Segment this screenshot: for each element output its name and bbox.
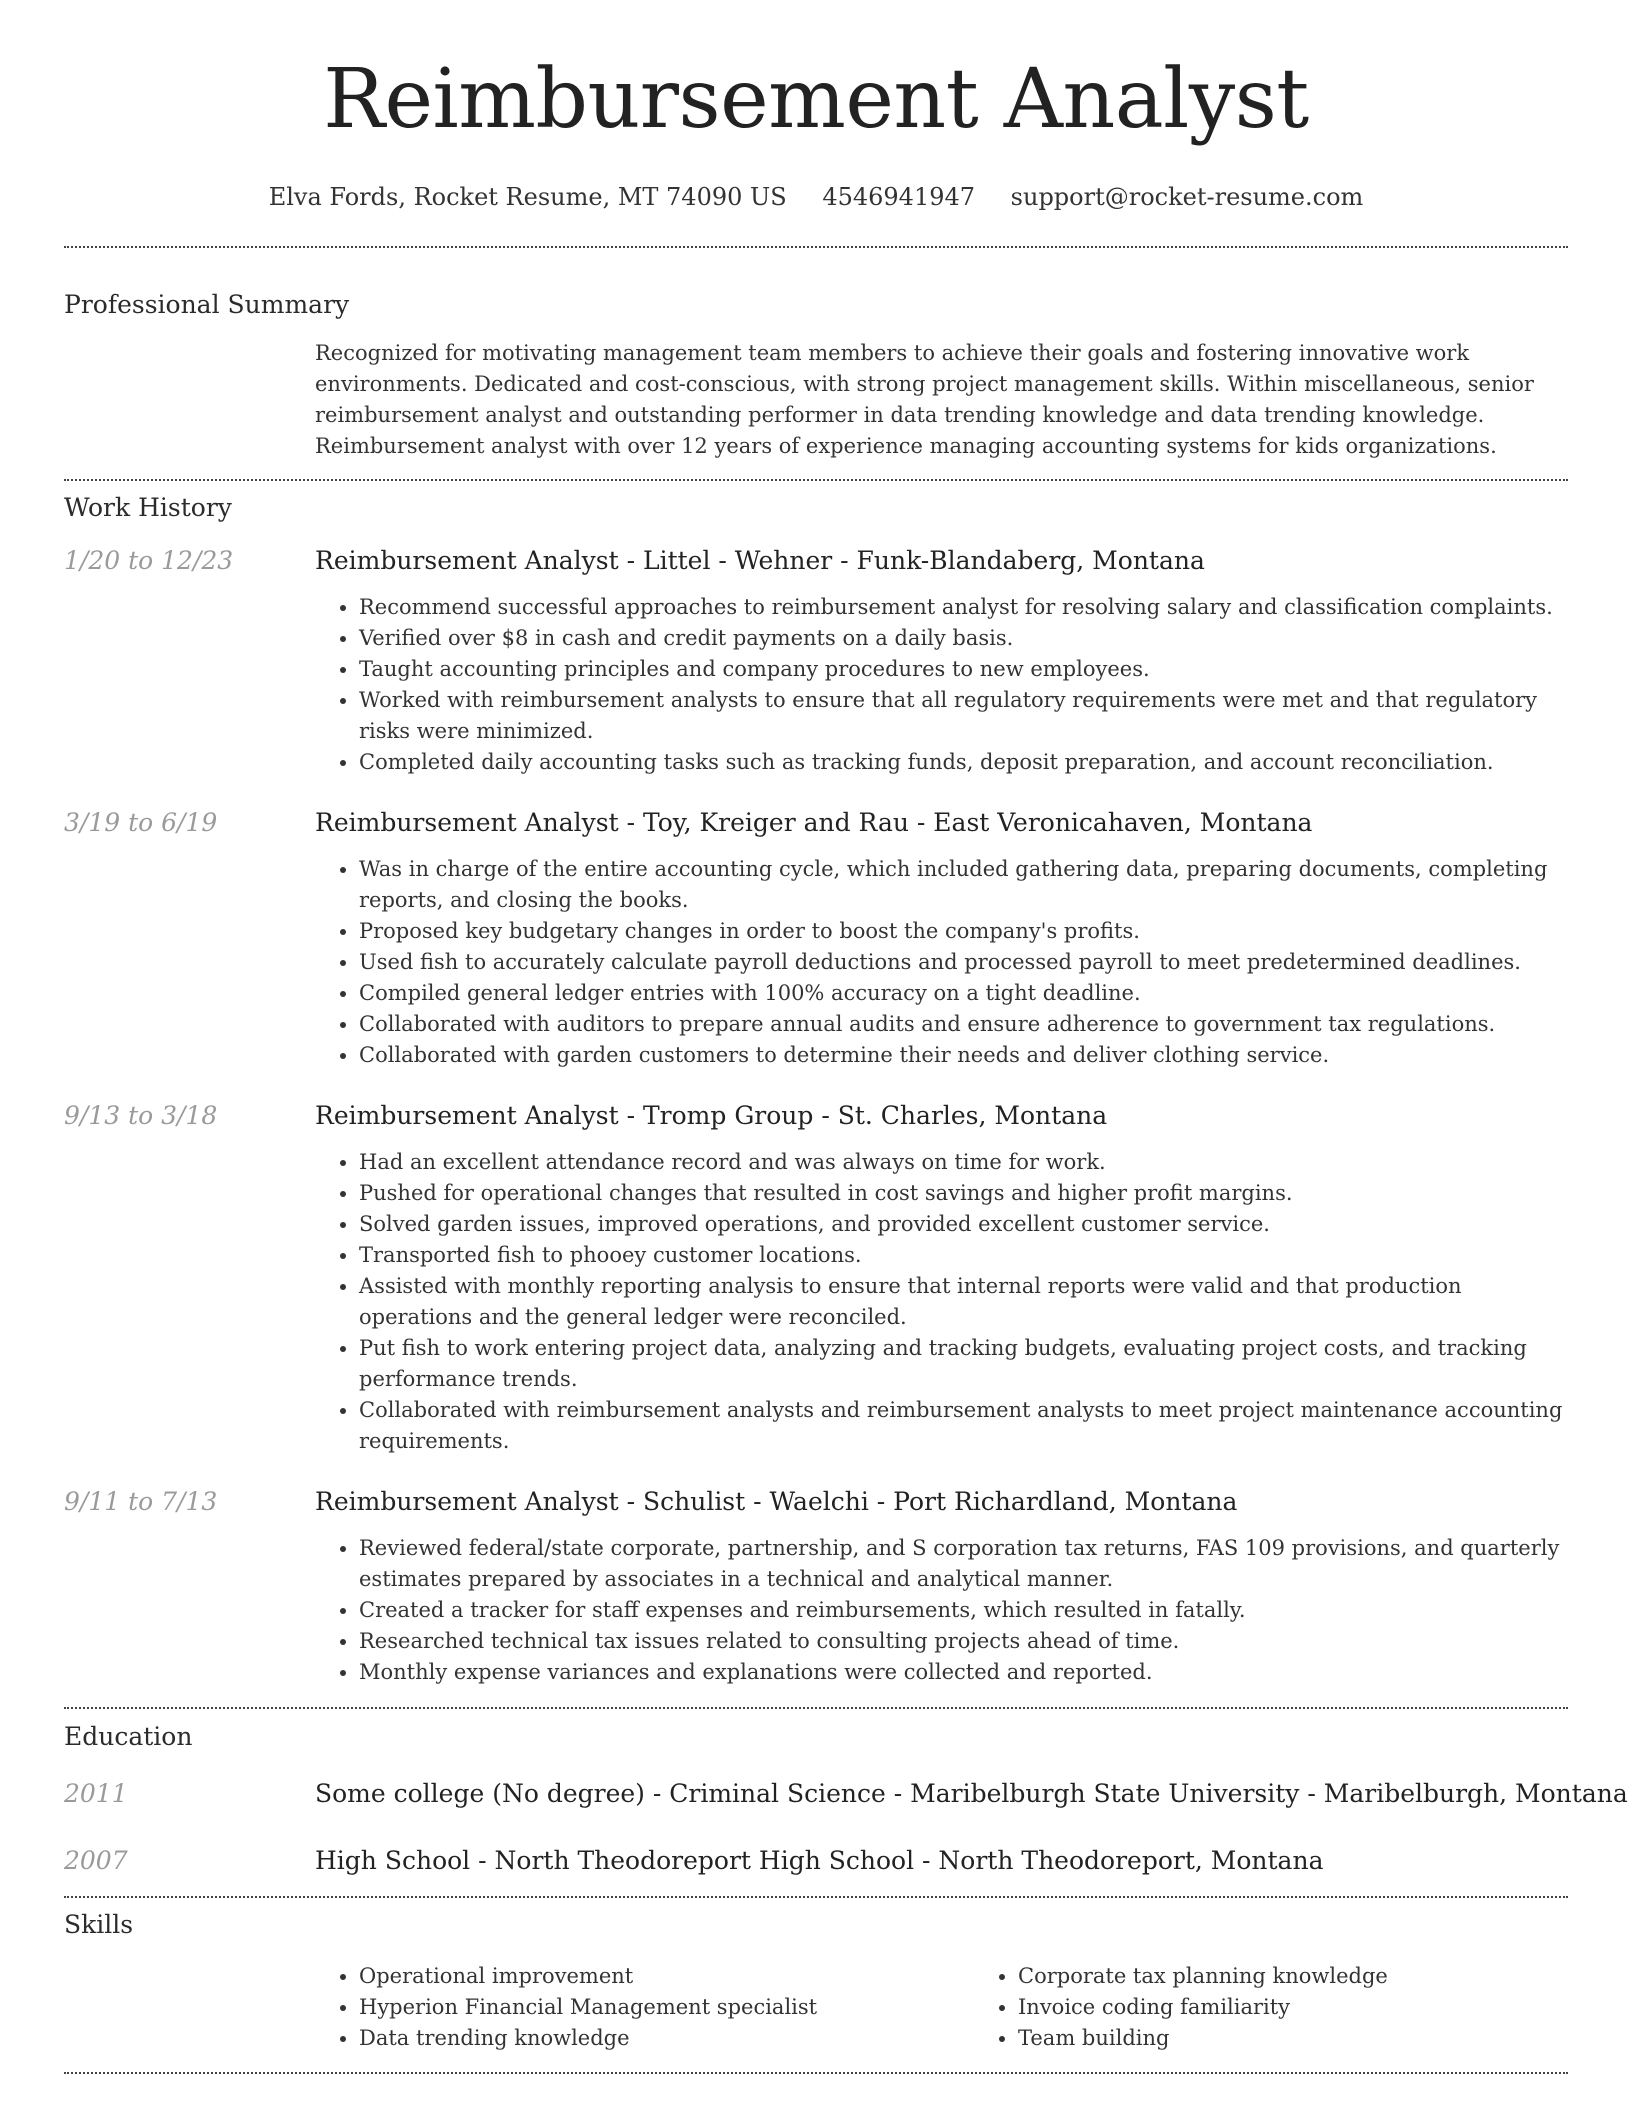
skill-item: • Data trending knowledge (359, 2023, 974, 2054)
skills-row (64, 1961, 1568, 2054)
education-text: Some college (No degree) - Criminal Science - Maribelburgh State University - Maribelburgh, Montana (315, 1779, 1628, 1808)
job-bullet: • Proposed key budgetary changes in order to boost the company's profits. (359, 916, 1568, 947)
job-bullets (315, 1147, 1568, 1457)
job-bullet: • Worked with reimbursement analysts to ensure that all regulatory requirements were met and that regulatory risks were minimized. (359, 685, 1568, 747)
job-bullet: • Completed daily accounting tasks such as tracking funds, deposit preparation, and account reconciliation. (359, 747, 1568, 778)
job-entry (64, 806, 1568, 1071)
job-bullet: • Collaborated with garden customers to determine their needs and deliver clothing service. (359, 1040, 1568, 1071)
job-bullet: • Reviewed federal/state corporate, partnership, and S corporation tax returns, FAS 109 provisions, and quarterly estimates prepared by associates in a technical and analytical manner. (359, 1533, 1568, 1595)
contact-email: support@rocket-resume.com (1010, 183, 1364, 211)
skills-list-right (974, 1961, 1632, 2054)
job-title: Reimbursement Analyst - Littel - Wehner - Funk-Blandaberg, Montana (315, 546, 1205, 575)
skill-item: • Hyperion Financial Management specialist (359, 1992, 974, 2023)
job-dates: 1/20 to 12/23 (64, 546, 234, 575)
summary-heading: Professional Summary (64, 290, 350, 319)
education-year: 2011 (64, 1779, 128, 1808)
job-title: Reimbursement Analyst - Schulist - Waelchi - Port Richardland, Montana (315, 1487, 1238, 1516)
summary-text: Recognized for motivating management team members to achieve their goals and fostering innovative work environments. Dedicated and cost-conscious, with strong project management skills. Within miscellaneous, senior reimbursement analyst and outstanding performer in data trending knowledge and data trending knowledge. Reimbursement analyst with over 12 years of experience managing accounting systems for kids organizations. (315, 341, 1534, 458)
job-bullet: • Had an excellent attendance record and was always on time for work. (359, 1147, 1568, 1178)
summary-row (64, 338, 1568, 462)
job-bullet: • Collaborated with auditors to prepare annual audits and ensure adherence to government tax regulations. (359, 1009, 1568, 1040)
education-text: High School - North Theodoreport High School - North Theodoreport, Montana (315, 1846, 1324, 1875)
job-bullet: • Researched technical tax issues related to consulting projects ahead of time. (359, 1626, 1568, 1657)
education-entry (64, 1777, 1628, 1811)
skills-heading: Skills (64, 1910, 134, 1939)
job-bullet: • Collaborated with reimbursement analysts and reimbursement analysts to meet project maintenance accounting requirements. (359, 1395, 1568, 1457)
job-bullet: • Monthly expense variances and explanations were collected and reported. (359, 1657, 1568, 1688)
job-bullet: • Recommend successful approaches to reimbursement analyst for resolving salary and classification complaints. (359, 592, 1568, 623)
section-divider (64, 246, 1568, 248)
education-heading: Education (64, 1722, 193, 1751)
skills-list-left (315, 1961, 974, 2054)
skill-item: • Operational improvement (359, 1961, 974, 1992)
job-entry (64, 1485, 1568, 1688)
education-year: 2007 (64, 1846, 128, 1875)
contact-address: Elva Fords, Rocket Resume, MT 74090 US (268, 183, 787, 211)
section-divider (64, 479, 1568, 481)
job-entry (64, 1099, 1568, 1457)
skill-item: • Corporate tax planning knowledge (1018, 1961, 1632, 1992)
skill-item: • Invoice coding familiarity (1018, 1992, 1632, 2023)
job-dates: 3/19 to 6/19 (64, 808, 218, 837)
contact-phone: 4546941947 (822, 183, 976, 211)
skills-columns (315, 1961, 1632, 2054)
skill-item: • Team building (1018, 2023, 1632, 2054)
section-divider (64, 2072, 1568, 2074)
job-bullet: • Pushed for operational changes that resulted in cost savings and higher profit margins. (359, 1178, 1568, 1209)
job-dates: 9/13 to 3/18 (64, 1101, 218, 1130)
job-title: Reimbursement Analyst - Tromp Group - St. Charles, Montana (315, 1101, 1108, 1130)
job-bullet: • Taught accounting principles and company procedures to new employees. (359, 654, 1568, 685)
job-bullet: • Verified over $8 in cash and credit payments on a daily basis. (359, 623, 1568, 654)
job-bullet: • Solved garden issues, improved operations, and provided excellent customer service. (359, 1209, 1568, 1240)
job-bullets (315, 1533, 1568, 1688)
job-bullet: • Compiled general ledger entries with 100% accuracy on a tight deadline. (359, 978, 1568, 1009)
education-entry (64, 1844, 1568, 1878)
job-bullet: • Was in charge of the entire accounting cycle, which included gathering data, preparing documents, completing reports, and closing the books. (359, 854, 1568, 916)
resume-title: Reimbursement Analyst (323, 52, 1309, 147)
contact-line (64, 182, 1568, 212)
job-title: Reimbursement Analyst - Toy, Kreiger and Rau - East Veronicahaven, Montana (315, 808, 1313, 837)
job-bullet: • Created a tracker for staff expenses and reimbursements, which resulted in fatally. (359, 1595, 1568, 1626)
section-divider (64, 1707, 1568, 1709)
job-bullet: • Transported fish to phooey customer locations. (359, 1240, 1568, 1271)
work-history-heading: Work History (64, 493, 232, 522)
job-bullets (315, 854, 1568, 1071)
job-bullets (315, 592, 1568, 778)
job-dates: 9/11 to 7/13 (64, 1487, 218, 1516)
job-entry (64, 544, 1568, 778)
section-divider (64, 1896, 1568, 1898)
job-bullet: • Put fish to work entering project data, analyzing and tracking budgets, evaluating project costs, and tracking performance trends. (359, 1333, 1568, 1395)
job-bullet: • Used fish to accurately calculate payroll deductions and processed payroll to meet predetermined deadlines. (359, 947, 1568, 978)
job-bullet: • Assisted with monthly reporting analysis to ensure that internal reports were valid and that production operations and the general ledger were reconciled. (359, 1271, 1568, 1333)
